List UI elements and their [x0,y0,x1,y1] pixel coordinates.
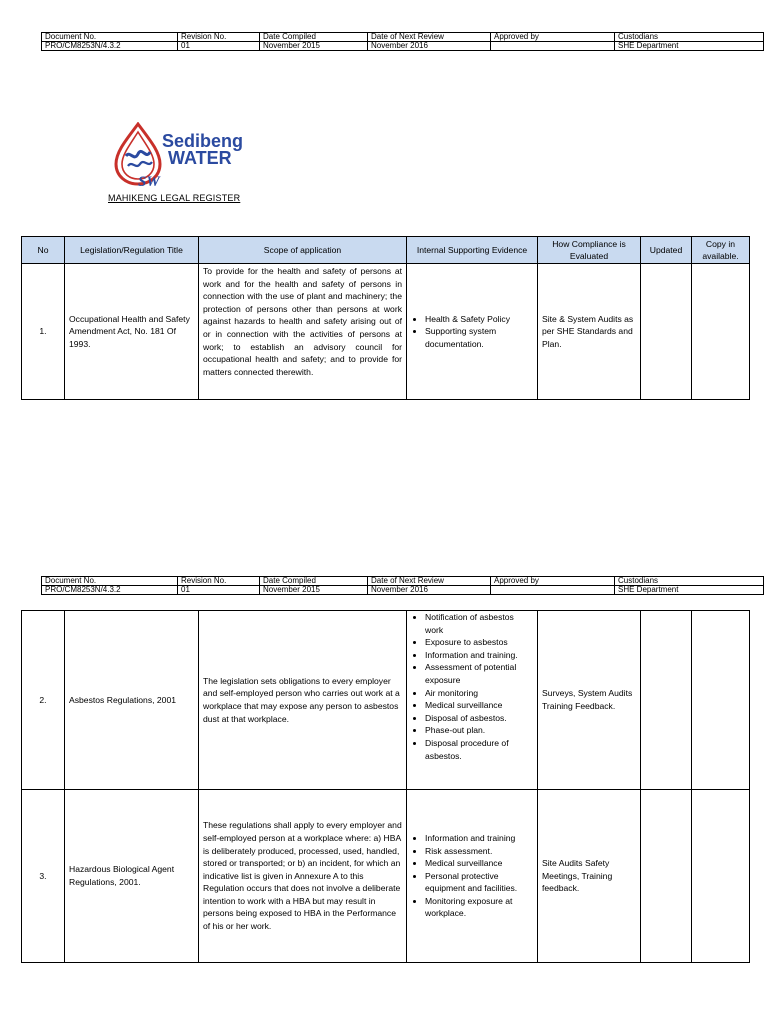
evidence-item: • Medical surveillance [425,857,533,870]
header-value: PRO/CM8253N/4.3.2 [42,42,178,51]
row-number: 2. [22,611,65,790]
column-header-evidence: Internal Supporting Evidence [407,237,538,264]
evidence-item: • Information and training. [425,649,533,662]
header-label: Approved by [491,577,615,586]
row-scope: The legislation sets obligations to every employer and self-employed person who carries out work at a workplace that may expose any person to asbestos dust at that workplace. [199,611,407,790]
table-header-row [22,237,750,264]
evidence-item: • Disposal of asbestos. [425,712,533,725]
evidence-item: • Risk assessment. [425,845,533,858]
evidence-item: • Supporting system documentation. [425,325,533,350]
header-label: Custodians [615,33,764,42]
table-row [22,264,750,400]
evidence-item: • Exposure to asbestos [425,636,533,649]
water-drop-emblem-icon [112,122,262,188]
sedibeng-water-logo [112,122,262,188]
header-label: Date Compiled [260,577,368,586]
row-updated [641,264,692,400]
evidence-item: • Personal protective equipment and facilities. [425,870,533,895]
row-compliance: Site & System Audits as per SHE Standards and Plan. [538,264,641,400]
row-evidence [407,264,538,400]
column-header-copy: Copy in available. [692,237,750,264]
header-value: SHE Department [615,42,764,51]
header-value [491,586,615,595]
header-value: November 2016 [368,42,491,51]
header-value: 01 [178,586,260,595]
document-control-header [41,576,764,595]
header-label: Custodians [615,577,764,586]
header-value: November 2016 [368,586,491,595]
row-title: Occupational Health and Safety Amendment Act, No. 181 Of 1993. [65,264,199,400]
evidence-item: • Medical surveillance [425,699,533,712]
row-evidence [407,790,538,963]
header-label: Date of Next Review [368,33,491,42]
header-values-row [42,42,764,51]
column-header-no: No [22,237,65,264]
header-label: Date Compiled [260,33,368,42]
row-copy [692,264,750,400]
row-scope: To provide for the health and safety of persons at work and for the health and safety of persons in connection with the use of plant and machinery; the protection of persons other than persons at work against hazards to health and safety arising out of or in connection with the activities of persons at work; to establish an advisory council for occupational health and safety; and to provide for matters connected therewith. [199,264,407,400]
header-values-row [42,586,764,595]
column-header-title: Legislation/Regulation Title [65,237,199,264]
header-label: Revision No. [178,33,260,42]
row-scope: These regulations shall apply to every employer and self-employed person at a workplace where: a) HBA is deliberately produced, processed, used, handled, stored or transported; or b) an incident, for which an indicative list is given in Annexure A to this Regulation occurs that does not involve a deliberate intention to work with a HBA but may result in persons being exposed to HBA in the Performance of his or her work. [199,790,407,963]
logo-text-line1: Sedibeng [162,131,244,151]
row-title: Asbestos Regulations, 2001 [65,611,199,790]
header-label: Document No. [42,577,178,586]
evidence-item: • Monitoring exposure at workplace. [425,895,533,920]
row-updated [641,611,692,790]
header-value: November 2015 [260,586,368,595]
evidence-item: • Notification of asbestos work [425,611,533,636]
header-labels-row [42,33,764,42]
row-evidence [407,611,538,790]
row-number: 1. [22,264,65,400]
column-header-updated: Updated [641,237,692,264]
register-title: MAHIKENG LEGAL REGISTER [108,193,241,203]
document-control-header [41,32,764,51]
evidence-item: • Disposal procedure of asbestos. [425,737,533,762]
row-title: Hazardous Biological Agent Regulations, 2001. [65,790,199,963]
evidence-list [411,832,533,920]
header-value: PRO/CM8253N/4.3.2 [42,586,178,595]
logo-monogram: SW [138,174,160,188]
header-label: Document No. [42,33,178,42]
evidence-list [411,611,533,762]
legal-register-table-page1 [21,236,750,400]
header-labels-row [42,577,764,586]
evidence-item: • Information and training [425,832,533,845]
header-label: Approved by [491,33,615,42]
header-value: SHE Department [615,586,764,595]
table-row [22,790,750,963]
header-label: Date of Next Review [368,577,491,586]
evidence-list [411,313,533,351]
row-updated [641,790,692,963]
evidence-item: • Phase-out plan. [425,724,533,737]
evidence-item: • Air monitoring [425,687,533,700]
header-label: Revision No. [178,577,260,586]
table-row [22,611,750,790]
column-header-compliance: How Compliance is Evaluated [538,237,641,264]
header-value: November 2015 [260,42,368,51]
row-copy [692,790,750,963]
header-value [491,42,615,51]
evidence-item: • Health & Safety Policy [425,313,533,326]
row-compliance: Site Audits Safety Meetings, Training feedback. [538,790,641,963]
header-value: 01 [178,42,260,51]
legal-register-table-page2 [21,610,750,963]
row-number: 3. [22,790,65,963]
row-copy [692,611,750,790]
column-header-scope: Scope of application [199,237,407,264]
row-compliance: Surveys, System Audits Training Feedback. [538,611,641,790]
evidence-item: • Assessment of potential exposure [425,661,533,686]
logo-text-line2: WATER [168,148,232,168]
